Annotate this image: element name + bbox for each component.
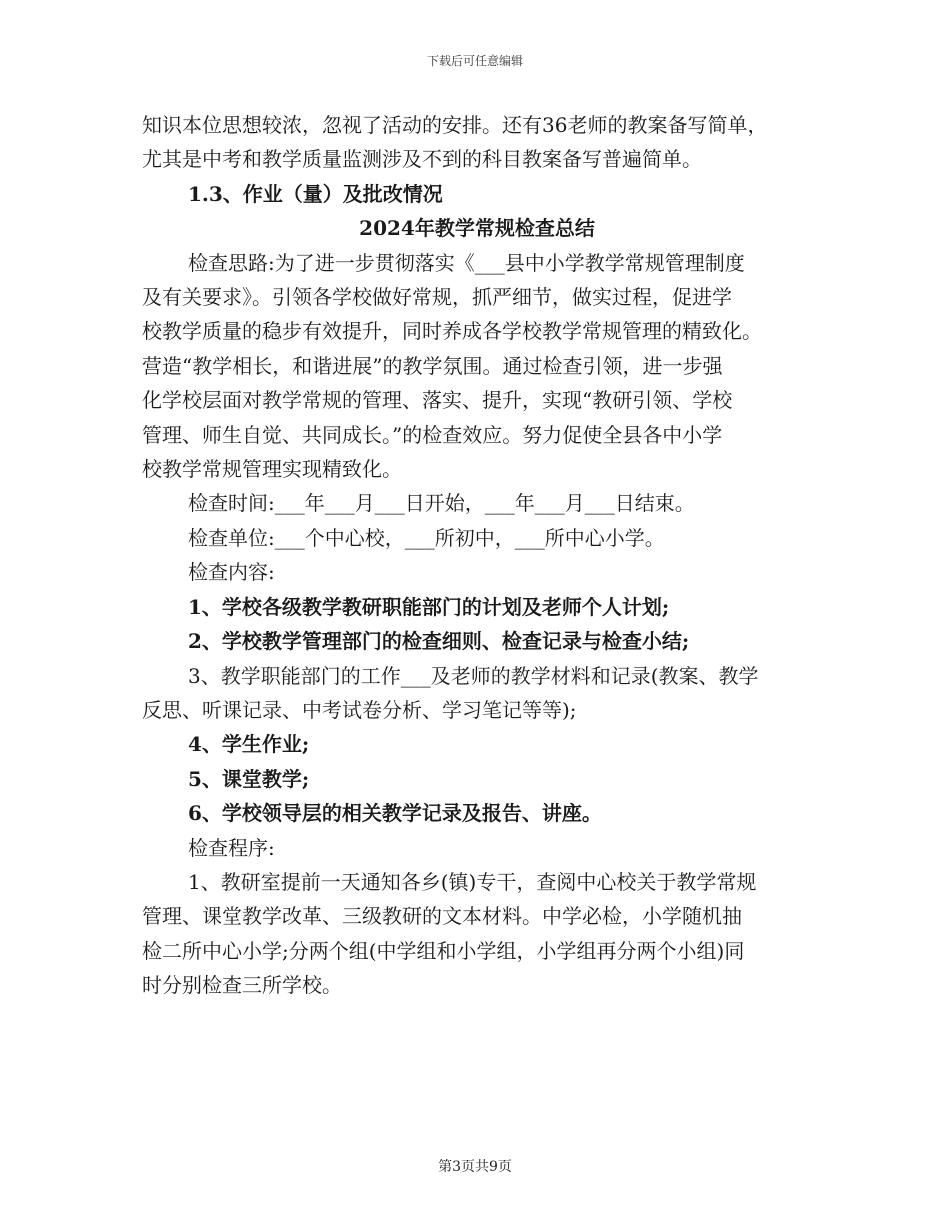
body-line: 检查程序: (188, 835, 275, 860)
body-line: 校教学常规管理实现精致化。 (142, 457, 402, 482)
body-line: 化学校层面对教学常规的管理、落实、提升，实现“教研引领、学校 (142, 388, 733, 413)
body-line: 检二所中心小学;分两个组(中学组和小学组，小学组再分两个小组)同 (142, 938, 745, 963)
section-heading: 1.3、作业（量）及批改情况 (188, 181, 443, 206)
body-line: 1、教研室提前一天通知各乡(镇)专干，查阅中心校关于教学常规 (188, 869, 757, 894)
body-line: 时分别检查三所学校。 (142, 973, 342, 998)
page-footer: 第3页共9页 (438, 1159, 512, 1175)
page-header: 下载后可任意编辑 (426, 54, 523, 68)
list-item: 2、学校教学管理部门的检查细则、检查记录与检查小结; (188, 629, 690, 654)
list-item: 4、学生作业; (188, 732, 310, 757)
list-item: 1、学校各级教学教研职能部门的计划及老师个人计划; (188, 594, 670, 619)
body-line: 及有关要求》。引领各学校做好常规，抓严细节，做实过程，促进学 (142, 285, 732, 310)
body-line: 检查时间:___年___月___日开始，___年___月___日结束。 (188, 491, 695, 516)
body-line: 尤其是中考和教学质量监测涉及不到的科目教案备写普遍简单。 (142, 147, 702, 172)
list-item: 6、学校领导层的相关教学记录及报告、讲座。 (188, 801, 602, 826)
body-line: 校教学质量的稳步有效提升，同时养成各学校教学常规管理的精致化。 (142, 319, 762, 344)
list-item: 3、教学职能部门的工作___及老师的教学材料和记录(教案、教学 (188, 663, 759, 688)
body-line: 检查内容: (188, 560, 275, 585)
document-body (142, 108, 812, 1003)
body-line: 管理、课堂教学改革、三级教研的文本材料。中学必检，小学随机抽 (142, 904, 742, 929)
body-line: 检查思路:为了进一步贯彻落实《___县中小学教学常规管理制度 (188, 250, 745, 275)
document-title: 2024年教学常规检查总结 (359, 216, 595, 241)
body-line: 管理、师生自觉、共同成长。”的检查效应。努力促使全县各中小学 (142, 422, 723, 447)
body-line: 检查单位:___个中心校，___所初中，___所中心小学。 (188, 525, 665, 550)
body-line: 营造“教学相长，和谐进展”的教学氛围。通过检查引领，进一步强 (142, 353, 723, 378)
body-line: 知识本位思想较浓，忽视了活动的安排。还有36老师的教案备写简单， (142, 113, 768, 137)
list-item: 5、课堂教学; (188, 766, 310, 791)
body-line: 反思、听课记录、中考试卷分析、学习笔记等等); (142, 697, 577, 722)
